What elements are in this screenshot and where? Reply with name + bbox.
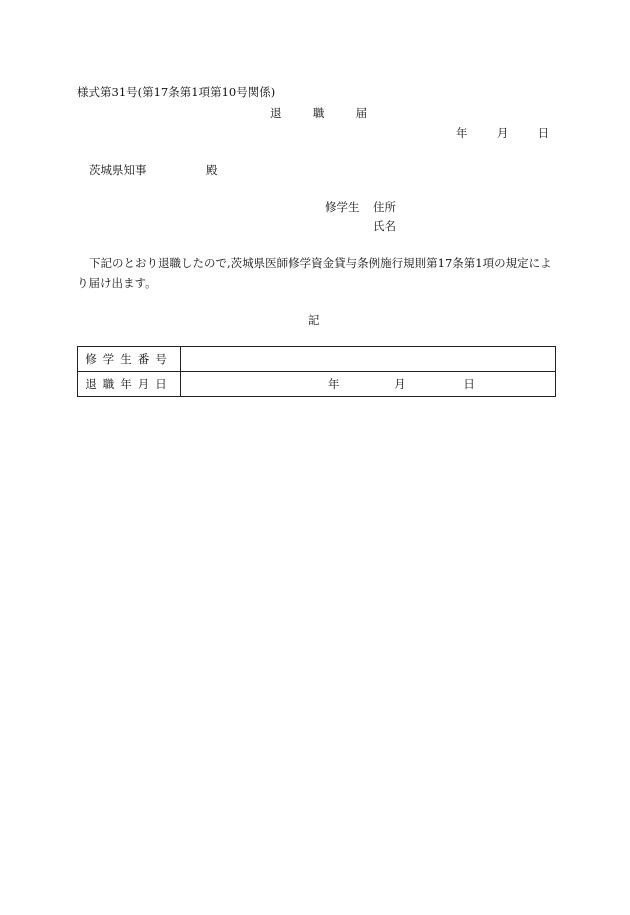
submission-date (456, 125, 549, 141)
retirement-year-label: 年 (328, 377, 340, 391)
document-title (270, 105, 367, 121)
date-day-label: 日 (537, 126, 550, 140)
applicant-address-label: 住所 (373, 200, 396, 214)
student-number-label-text: 修学生番号 (85, 352, 173, 366)
retirement-date-label (78, 372, 181, 397)
addressee-name: 茨城県知事 (89, 163, 147, 177)
title-char: 届 (355, 106, 368, 120)
student-number-value (181, 347, 556, 372)
retirement-month-label: 月 (394, 377, 406, 391)
table-row (78, 347, 556, 372)
date-month-label: 月 (496, 126, 509, 140)
retirement-date-label-text: 退職年月日 (85, 377, 173, 391)
title-char: 退 (270, 106, 282, 120)
retirement-date-value (181, 372, 556, 397)
applicant-name-label: 氏名 (373, 219, 396, 233)
info-table (77, 346, 556, 397)
applicant-role: 修学生 (325, 200, 360, 214)
body-text: 下記のとおり退職したので,茨城県医師修学資金貸与条例施行規則第17条第1項の規定により届け出ます。 (77, 256, 552, 290)
retirement-day-label: 日 (463, 377, 475, 391)
ki-heading: 記 (308, 313, 320, 327)
date-year-label: 年 (456, 126, 468, 140)
title-char: 職 (312, 106, 325, 120)
addressee-honorific: 殿 (206, 163, 218, 177)
student-number-label (78, 347, 181, 372)
form-number: 様式第31号(第17条第1項第10号関係) (77, 85, 276, 99)
table-row (78, 372, 556, 397)
